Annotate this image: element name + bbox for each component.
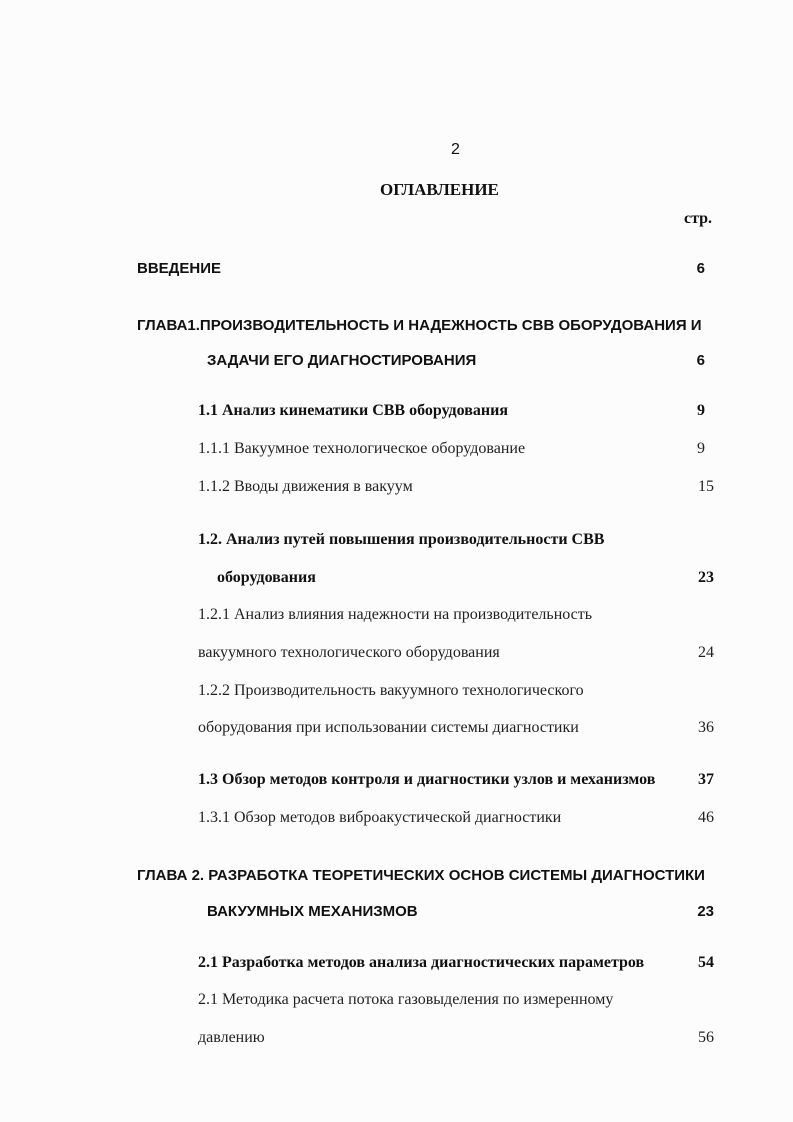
toc-entry-1-3-1: 1.3.1 Обзор методов виброакустической диагностики [198,809,562,826]
toc-entry-1-2-1-cont: вакуумного технологического оборудования [198,644,500,661]
toc-entry-1-2: 1.2. Анализ путей повышения производительности СВВ [198,531,605,548]
toc-entry-1-3: 1.3 Обзор методов контроля и диагностики узлов и механизмов [198,771,656,788]
toc-page-1-2-2: 36 [698,719,714,736]
toc-entry-1-2-2: 1.2.2 Производительность вакуумного технологического [198,682,584,699]
toc-page-chapter-2: 23 [697,903,714,920]
toc-page-2-1-method: 56 [698,1029,714,1046]
toc-entry-1-1-2: 1.1.2 Вводы движения в вакуум [198,478,413,495]
toc-page-2-1: 54 [698,954,714,971]
toc-entry-chapter-2-cont: ВАКУУМНЫХ МЕХАНИЗМОВ [207,903,418,920]
toc-page-1-3-1: 46 [698,809,714,826]
toc-entry-2-1: 2.1 Разработка методов анализа диагностических параметров [198,954,645,971]
toc-page-1-1-1: 9 [697,440,705,457]
page-number: 2 [451,141,460,158]
toc-entry-1-2-2-cont: оборудования при использовании системы диагностики [198,719,579,736]
toc-entry-1-2-1: 1.2.1 Анализ влияния надежности на производительность [198,606,593,623]
toc-entry-chapter-1: ГЛАВА1.ПРОИЗВОДИТЕЛЬНОСТЬ И НАДЕЖНОСТЬ СВВ ОБОРУДОВАНИЯ И [137,317,702,334]
toc-entry-1-1-1: 1.1.1 Вакуумное технологическое оборудование [198,440,526,457]
toc-page-introduction: 6 [696,260,705,277]
toc-entry-introduction: ВВЕДЕНИЕ [137,260,221,277]
toc-page-chapter-1: 6 [696,352,705,369]
toc-page-1-1-2: 15 [698,478,714,495]
toc-entry-1-2-cont: оборудования [217,569,316,586]
page-column-label: стр. [684,210,713,227]
toc-entry-1-1: 1.1 Анализ кинематики СВВ оборудования [198,402,508,419]
toc-title: ОГЛАВЛЕНИЕ [380,180,499,199]
toc-entry-2-1-method-cont: давлению [198,1029,265,1046]
toc-page-1-3: 37 [698,771,714,788]
toc-entry-2-1-method: 2.1 Методика расчета потока газовыделения по измеренному [198,991,614,1008]
toc-page-1-2: 23 [698,569,714,586]
toc-page-1-2-1: 24 [698,644,714,661]
toc-entry-chapter-2: ГЛАВА 2. РАЗРАБОТКА ТЕОРЕТИЧЕСКИХ ОСНОВ СИСТЕМЫ ДИАГНОСТИКИ [137,867,705,884]
toc-page-1-1: 9 [697,402,705,419]
toc-entry-chapter-1-cont: ЗАДАЧИ ЕГО ДИАГНОСТИРОВАНИЯ [207,352,477,369]
